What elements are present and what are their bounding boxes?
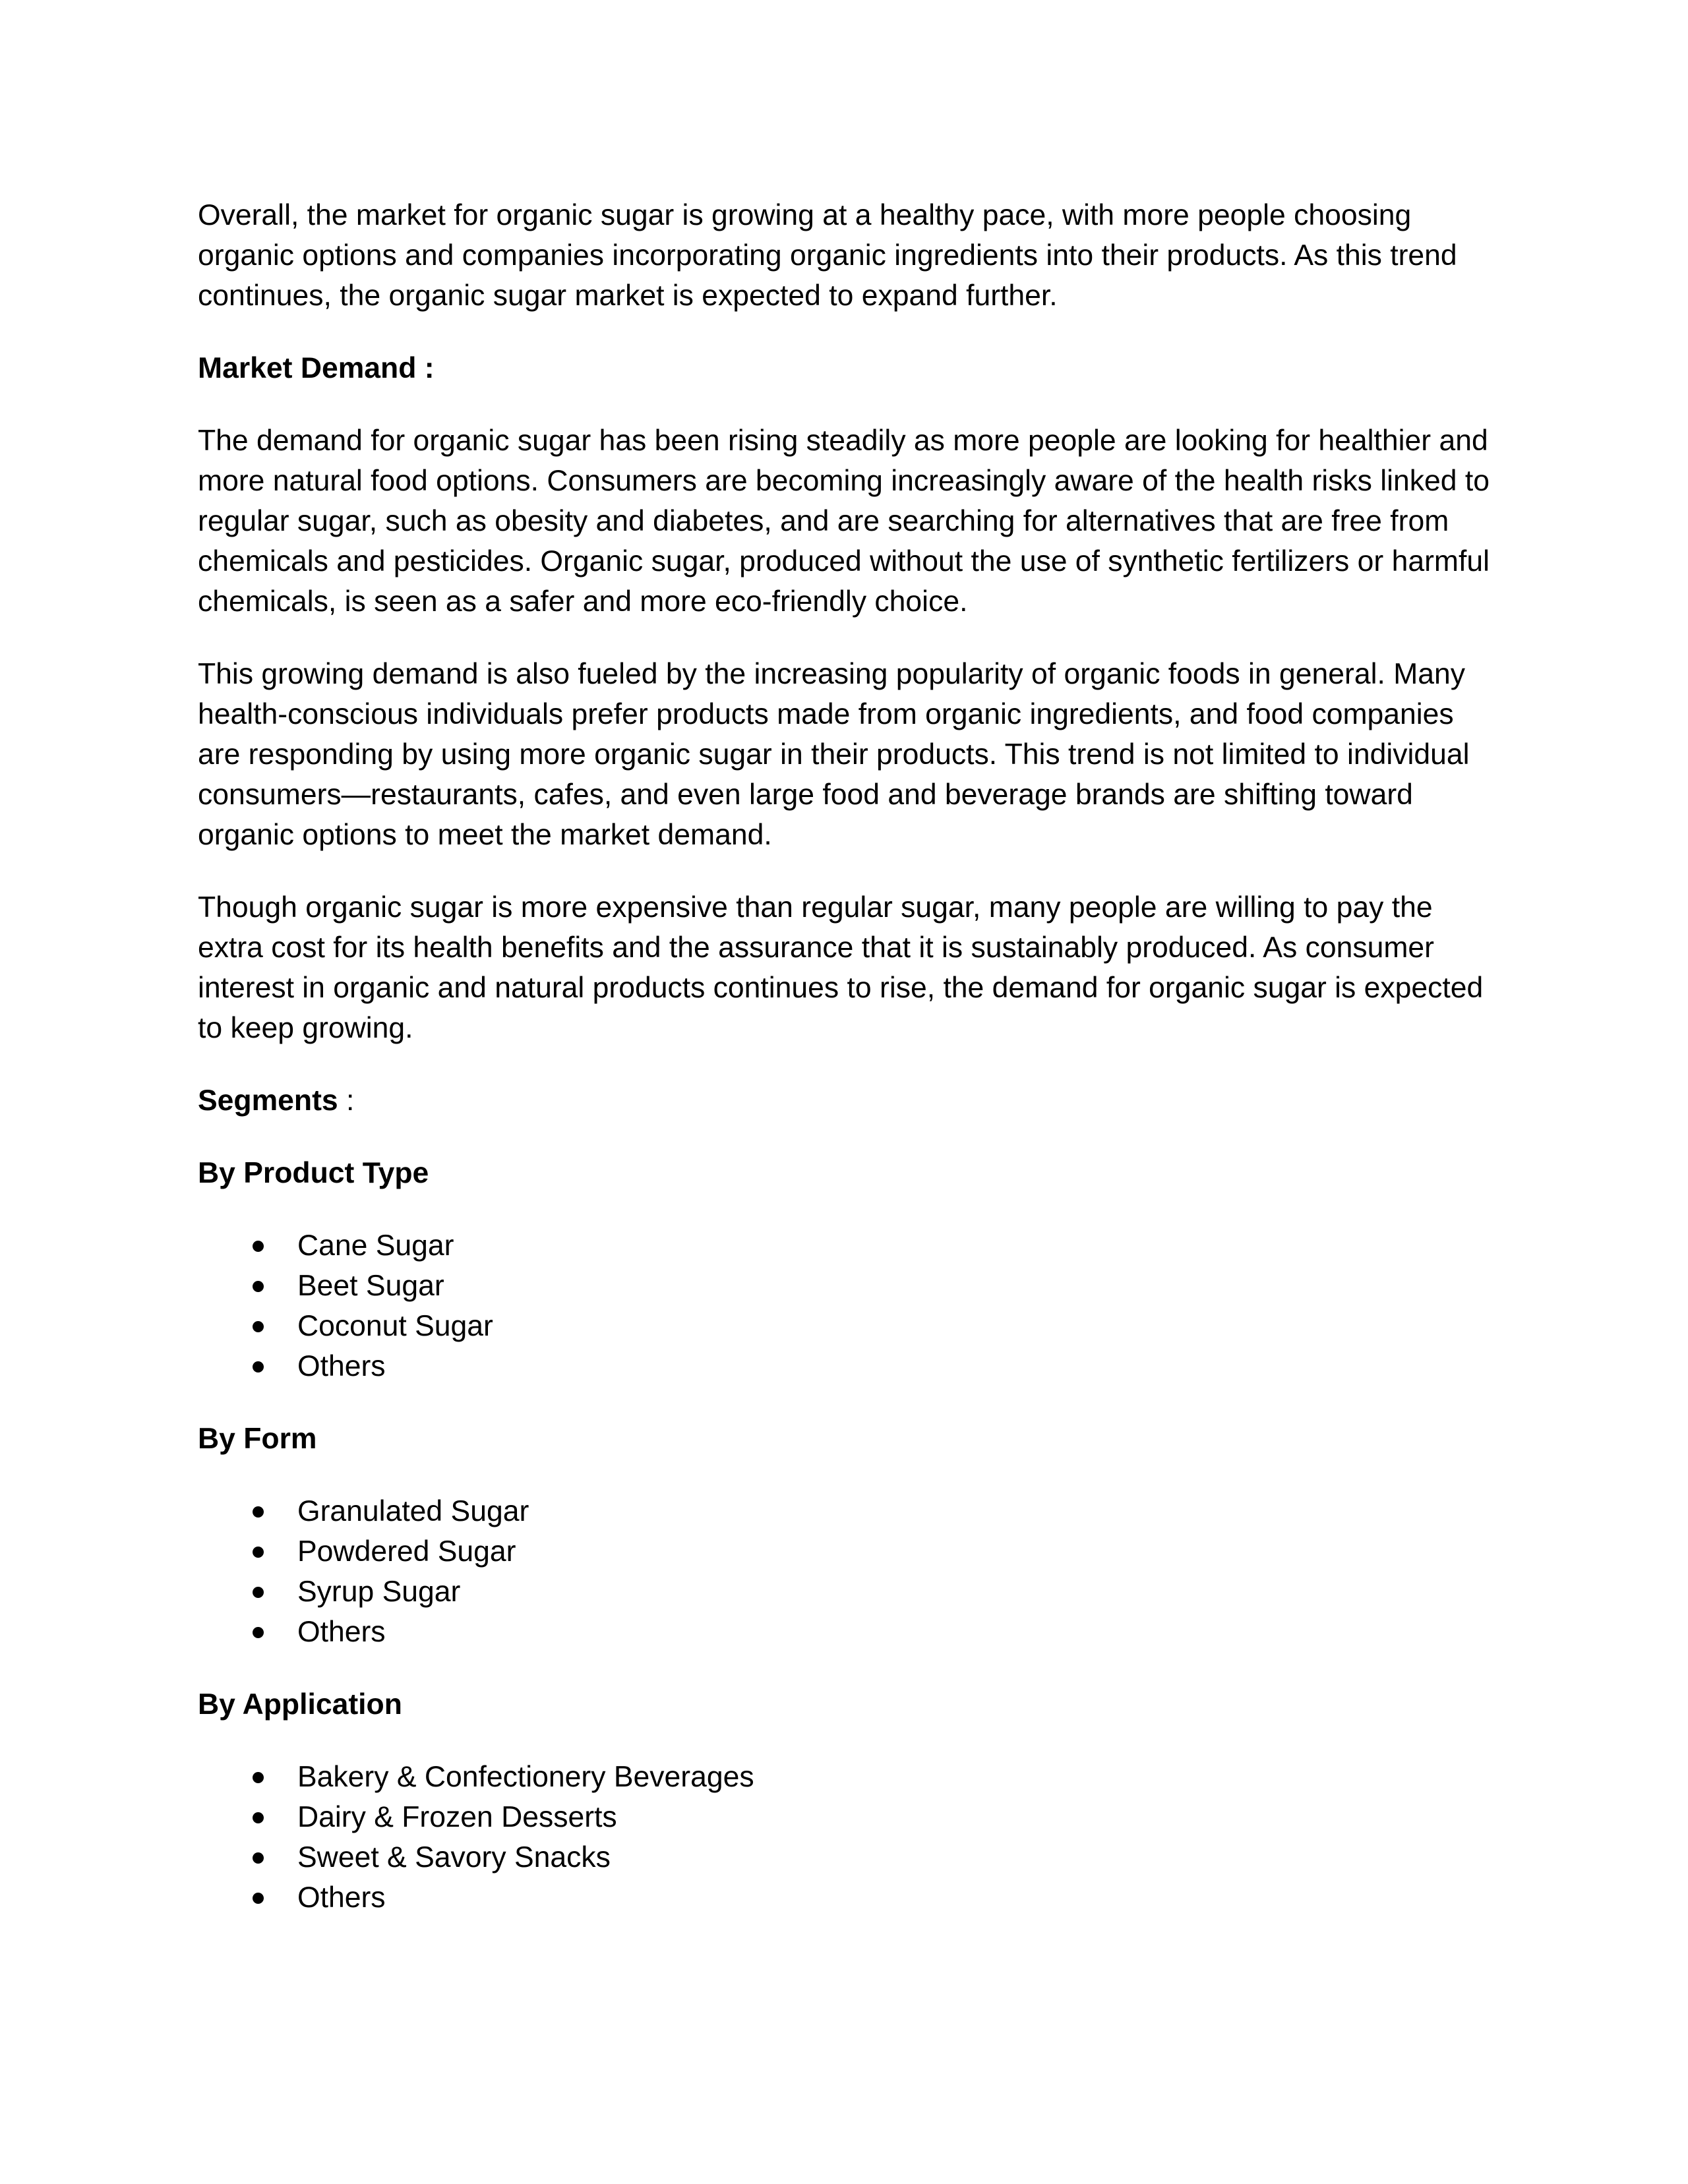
market-demand-paragraph-1: The demand for organic sugar has been rising steadily as more people are looking for healthier and more natural food options. Consumers are becoming increasingly aware of the health risks linked to regular sugar, such as obesity and diabetes, and are searching for alternatives that are free from chemicals and pesticides. Organic sugar, produced without the use of synthetic fertilizers or harmful chemicals, is seen as a safer and more eco-friendly choice. xyxy=(198,425,1490,618)
list-item xyxy=(198,1531,1490,1572)
market-demand-paragraph-2: This growing demand is also fueled by the increasing popularity of organic foods in general. Many health-conscious individuals prefer products made from organic ingredients, and food companies are responding by using more organic sugar in their products. This trend is not limited to individual consumers—restaurants, cafes, and even large food and beverage brands are shifting toward organic options to meet the market demand. xyxy=(198,658,1470,851)
list-item xyxy=(198,1266,1490,1306)
segments-heading-label: Segments xyxy=(198,1084,338,1117)
segments-heading-suffix: : xyxy=(338,1084,355,1117)
bullet-icon xyxy=(253,1241,264,1252)
market-demand-paragraph-3: Though organic sugar is more expensive than regular sugar, many people are willing to pay the extra cost for its health benefits and the assurance that it is sustainably produced. As consumer interest in organic and natural products continues to rise, the demand for organic sugar is expected to keep growing. xyxy=(198,891,1484,1044)
list-item xyxy=(198,1346,1490,1386)
segment-group-title-product-type: By Product Type xyxy=(198,1157,429,1189)
bullet-icon xyxy=(253,1321,264,1332)
segment-group-title-application: By Application xyxy=(198,1688,402,1721)
list-item-label: Powdered Sugar xyxy=(297,1535,516,1568)
list-item xyxy=(198,1306,1490,1346)
intro-paragraph: Overall, the market for organic sugar is growing at a healthy pace, with more people choosing organic options and companies incorporating organic ingredients into their products. As this trend continues, the organic sugar market is expected to expand further. xyxy=(198,199,1457,312)
bullet-icon xyxy=(253,1587,264,1598)
bullet-icon xyxy=(253,1506,264,1518)
list-item-label: Others xyxy=(297,1616,386,1648)
market-demand-heading: Market Demand : xyxy=(198,352,435,384)
list-item xyxy=(198,1837,1490,1877)
list-item-label: Others xyxy=(297,1881,386,1914)
segment-list-product-type xyxy=(198,1225,1490,1386)
document-page xyxy=(198,195,1490,1950)
list-item xyxy=(198,1491,1490,1531)
bullet-icon xyxy=(253,1893,264,1904)
segment-list-form xyxy=(198,1491,1490,1652)
list-item-label: Granulated Sugar xyxy=(297,1495,529,1527)
bullet-icon xyxy=(253,1852,264,1864)
bullet-icon xyxy=(253,1547,264,1558)
list-item-label: Sweet & Savory Snacks xyxy=(297,1841,611,1874)
bullet-icon xyxy=(253,1812,264,1823)
list-item xyxy=(198,1572,1490,1612)
bullet-icon xyxy=(253,1361,264,1372)
list-item xyxy=(198,1225,1490,1266)
bullet-icon xyxy=(253,1627,264,1638)
list-item-label: Beet Sugar xyxy=(297,1270,444,1302)
list-item-label: Others xyxy=(297,1350,386,1382)
list-item-label: Bakery & Confectionery Beverages xyxy=(297,1761,754,1793)
list-item-label: Cane Sugar xyxy=(297,1229,454,1262)
list-item xyxy=(198,1612,1490,1652)
segments-heading xyxy=(198,1080,1490,1121)
bullet-icon xyxy=(253,1281,264,1292)
list-item xyxy=(198,1757,1490,1797)
bullet-icon xyxy=(253,1772,264,1783)
list-item xyxy=(198,1877,1490,1918)
list-item-label: Coconut Sugar xyxy=(297,1310,493,1342)
list-item-label: Syrup Sugar xyxy=(297,1576,461,1608)
list-item-label: Dairy & Frozen Desserts xyxy=(297,1801,617,1833)
segment-group-title-form: By Form xyxy=(198,1423,317,1455)
segment-list-application xyxy=(198,1757,1490,1918)
list-item xyxy=(198,1797,1490,1837)
